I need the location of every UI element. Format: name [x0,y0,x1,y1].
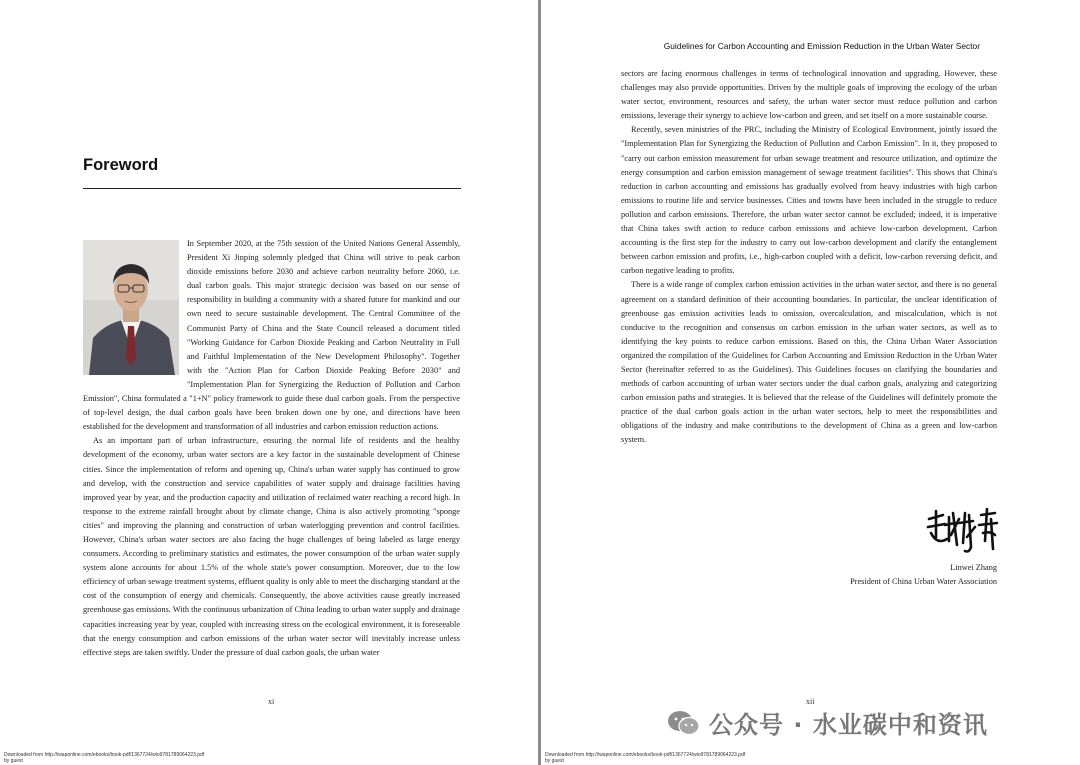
signatory-title: President of China Urban Water Association [850,577,997,586]
signature-image [925,505,1001,561]
page-number: xii [806,697,815,706]
foreword-paragraph: In September 2020, at the 75th session of the United Nations General Assembly, President Xi Jinping solemnly pledged that China will strive to peak carbon dioxide emissions before 2030 and achieve carbon neutrality before 2060, i.e. dual carbon goals. This major strategic decision was based on our sense of responsibility in building a community with a shared future for mankind and our own need to secure sustainable development. The Central Committee of the Communist Party of China and the State Council released a document titled "Working Guidance for Carbon Dioxide Peaking and Carbon Neutrality in Full and Faithful Implementation of the New Development Philosophy". Together with the "Action Plan for Carbon Dioxide Peaking Before 2030" and "Implementation Plan for Synergizing the Reduction of Pollution and Carbon Emission", China formulated a "1+N" policy framework to guide these dual carbon goals. From the perspective of top-level design, the dual carbon goals have been broken down one by one, and directions have been established for the development and transformation of all industries and carbon emission reduction actions. [83,239,460,432]
page-number: xi [268,697,275,706]
title-rule [83,188,461,189]
foreword-paragraph: Recently, seven ministries of the PRC, including the Ministry of Ecological Environment, jointly issued the "Implementation Plan for Synergizing the Reduction of Pollution and Carbon Emission". In it, they proposed to "carry out carbon emission measurement for urban sewage treatment and resource utilization, and optimize the energy consumption and carbon emission management of sewage treatment facilities". This shows that China's reduction in carbon accounting and emissions has gradually evolved from heavy industries with high carbon emissions to routine life and service businesses. Cities and towns have been included in the struggle to reduce pollution and carbon emissions. Therefore, the urban water sector cannot be excluded; indeed, it is imperative that China takes swift action to reduce carbon emissions and achieve low-carbon development. Carbon accounting is the first step for the industry to carry out low-carbon development and clarify the entanglement between carbon emission and profits, i.e., high-carbon coupled with a deficit, low-carbon reversing deficit, and carbon negative leading to profits. [621,125,997,276]
running-head: Guidelines for Carbon Accounting and Emission Reduction in the Urban Water Sector [663,41,980,51]
watermark [667,705,988,740]
foreword-title: Foreword [83,156,159,174]
left-page [0,0,538,765]
foreword-paragraph: sectors are facing enormous challenges in terms of technological innovation and upgrading. However, these challenges may also provide opportunities. Driven by the multiple goals of improving the ecology of the urban water sector, environment, resources and safety, the urban water sector must reduce pollution and carbon emissions, leverage their synergy to achieve low-carbon and green, and set itself on a more sustainable course. [621,69,997,121]
download-note-url: Downloaded from http://iwaponline.com/ebooks/book-pdf/1367724/wio9781789064223.pdf [545,752,746,758]
download-note-guest: by guest [4,758,23,764]
wechat-icon [667,709,701,737]
download-note [4,752,204,764]
handwritten-signature [925,505,1001,561]
foreword-paragraph: There is a wide range of complex carbon emission activities in the urban water sector, and there is no general agreement on a standard definition of their accounting boundaries. In particular, the unclear identification of greenhouse gas emission activities leads to omission, overcalculation, and miscalculation, which is not conducive to the recognition and consensus on carbon emission in the urban water sectors, as well as to identifying the key points to reduce carbon emissions. Based on this, the China Urban Water Association organized the compilation of the Guidelines for Carbon Accounting and Emission Reduction in the Urban Water Sector (hereinafter referred to as the Guidelines). This Guidelines focuses on clarifying the boundaries and methods of carbon accounting of urban water sectors under the dual carbon goals, analyzing and categorizing carbon emission paths and strategies. It is believed that the release of the Guidelines will definitely promote the practice of the dual carbon goals action in the urban water sectors, help to meet the responsibilities and obligations of the industry and make contributions to the development of China as a green and low-carbon system. [621,280,997,445]
signatory-name: Linwei Zhang [950,563,997,572]
foreword-paragraph: As an important part of urban infrastructure, ensuring the normal life of residents and the healthy development of the economy, urban water sectors are a key factor in the sustainable development of Chinese cities. Since the implementation of reform and opening up, China's urban water supply has continued to grow and develop, with the construction and service capabilities of water supply and drainage facilities having improved year by year, and the production capacity and utilization of reclaimed water reaching a record high. In response to the extreme rainfall brought about by climate change, China is also actively promoting "sponge cities" and improving the planning and construction of urban waterlogging prevention and control facilities. However, China's urban water sectors are also facing the huge challenges of being labeled as large energy consumers. According to preliminary statistics and estimates, the power consumption of the urban water supply system alone accounts for about 1.5% of the whole state's power consumption. Moreover, due to the low efficiency of urban sewage treatment systems, effluent quality is only able to meet the discharging standard at the cost of the consumption of energy and chemicals. Consequently, the above activities cause greatly increased greenhouse gas emissions. With the continuous urbanization of China leading to urban water supply and drainage capacities increasing year by year, coupled with increasing stress on the ecological environment, it is foreseeable that the energy consumption and carbon emissions of the urban water sector will inevitably increase unless effective steps are taken swiftly. Under the pressure of dual carbon goals, the urban water [83,436,460,657]
right-body-text [621,67,997,448]
download-note-guest: by guest [545,758,564,764]
watermark-text: 公众号 · 水业碳中和资讯 [709,711,988,739]
download-note [545,752,745,764]
left-body-text [83,237,460,660]
download-note-url: Downloaded from http://iwaponline.com/ebooks/book-pdf/1367724/wio9781789064223.pdf [4,752,205,758]
right-page [541,0,1080,765]
